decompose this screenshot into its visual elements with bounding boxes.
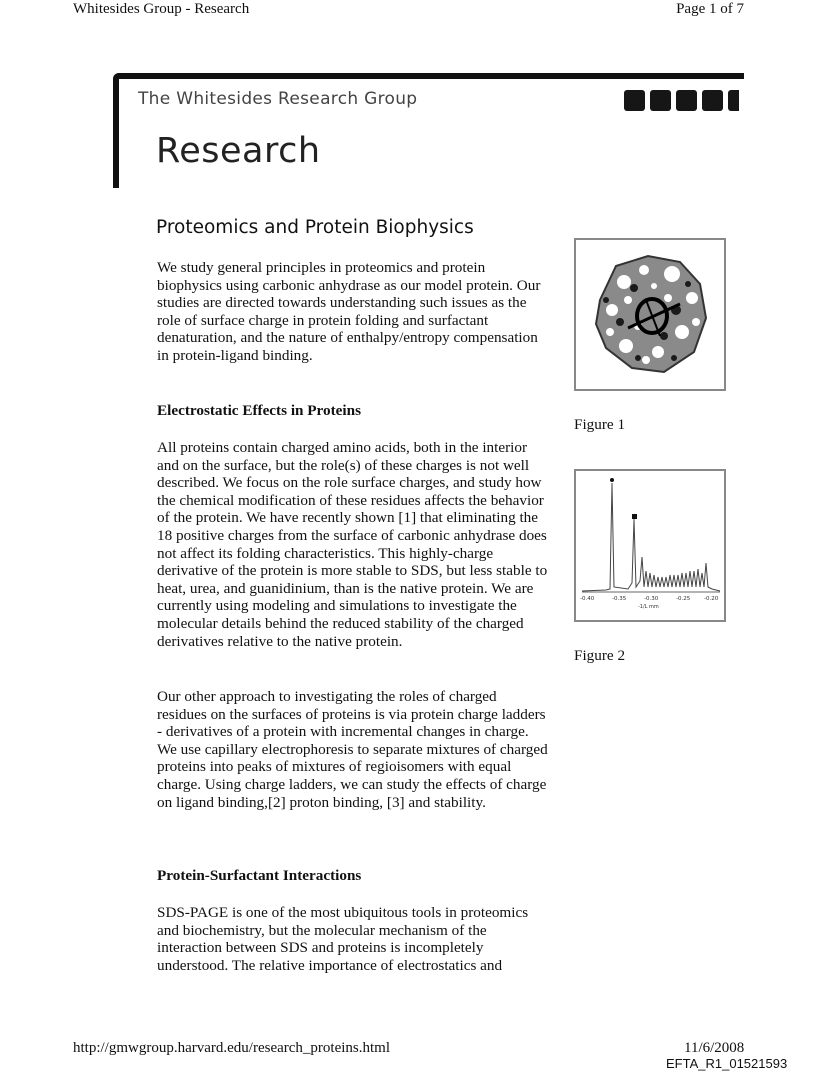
electrostatic-paragraph-2: Our other approach to investigating the roles of charged residues on the surfaces of proteins is via protein charge ladders - derivatives of a protein with incremental changes in charge. We use capillary electrophoresis to separate mixtures of charged proteins into peaks of mixtures of regioisomers with equal charge. Using charge ladders, we can study the effects of charge on ligand binding,[2] proton binding, [3] and stability. bbox=[157, 688, 548, 811]
surfactant-paragraph-1: SDS-PAGE is one of the most ubiquitous tools in proteomics and biochemistry, but the molecular mechanism of the interaction between SDS and proteins is incompletely understood. The relative importance of electrostatics and bbox=[157, 904, 529, 974]
tick-label-3: -0.30 bbox=[644, 596, 659, 602]
figure-2-image bbox=[574, 469, 726, 622]
print-header-page: Page 1 of 7 bbox=[676, 1, 744, 17]
footer-url: http://gmwgroup.harvard.edu/research_proteins.html bbox=[73, 1040, 390, 1056]
section-title: Proteomics and Protein Biophysics bbox=[156, 217, 474, 238]
site-name[interactable]: The Whitesides Research Group bbox=[138, 89, 418, 109]
peak-marker-circle bbox=[610, 478, 614, 482]
page-heading: Research bbox=[156, 131, 321, 171]
nav-square-1[interactable] bbox=[624, 90, 645, 111]
figure-1-image bbox=[574, 238, 726, 391]
nav-squares bbox=[624, 90, 739, 111]
nav-square-5[interactable] bbox=[728, 90, 739, 111]
peak-marker-square bbox=[632, 514, 637, 519]
electropherogram-trace bbox=[582, 483, 720, 591]
tick-label-5: -0.20 bbox=[704, 596, 719, 602]
surfactant-heading: Protein-Surfactant Interactions bbox=[157, 867, 362, 884]
tick-label-1: -0.40 bbox=[580, 596, 595, 602]
protein-structure-graphic bbox=[576, 240, 724, 389]
banner-side-bar bbox=[113, 73, 119, 188]
electrostatic-paragraph-1: All proteins contain charged amino acids, both in the interior and on the surface, but the role(s) of these charges is not well described. We focus on the role surface charges, and study how the chemical modification of these residues affects the behavior of the protein. We have recently shown [1] that eliminating the 18 positive charges from the surface of carbonic anhydrase does not affect its folding characteristics. This highly-charge derivative of the protein is more stable to SDS, but less stable to heat, urea, and guanidinium, than is the native protein. We are currently using modeling and simulations to investigate the molecular details behind the reduced stability of the charged derivatives relative to the native protein. bbox=[157, 439, 548, 650]
nav-square-3[interactable] bbox=[676, 90, 697, 111]
banner-top-bar bbox=[113, 73, 744, 79]
print-header-title: Whitesides Group - Research bbox=[73, 1, 250, 17]
figure-2-caption: Figure 2 bbox=[574, 647, 626, 664]
footer-doc-id: EFTA_R1_01521593 bbox=[666, 1056, 788, 1071]
x-axis-label: -1/L mm bbox=[638, 604, 659, 610]
nav-square-2[interactable] bbox=[650, 90, 671, 111]
figure-1-caption: Figure 1 bbox=[574, 416, 626, 433]
footer-date: 11/6/2008 bbox=[684, 1040, 745, 1056]
tick-label-4: -0.25 bbox=[676, 596, 691, 602]
tick-label-2: -0.35 bbox=[612, 596, 627, 602]
intro-paragraph: We study general principles in proteomics and protein biophysics using carbonic anhydrase as our model protein. Our studies are directed towards understanding such issues as the role of surface charge in protein folding and surfactant denaturation, and the nature of enthalpy/entropy compensation in protein-ligand binding. bbox=[157, 259, 541, 364]
electropherogram-graphic bbox=[576, 471, 724, 620]
nav-square-4[interactable] bbox=[702, 90, 723, 111]
electrostatic-heading: Electrostatic Effects in Proteins bbox=[157, 402, 361, 419]
